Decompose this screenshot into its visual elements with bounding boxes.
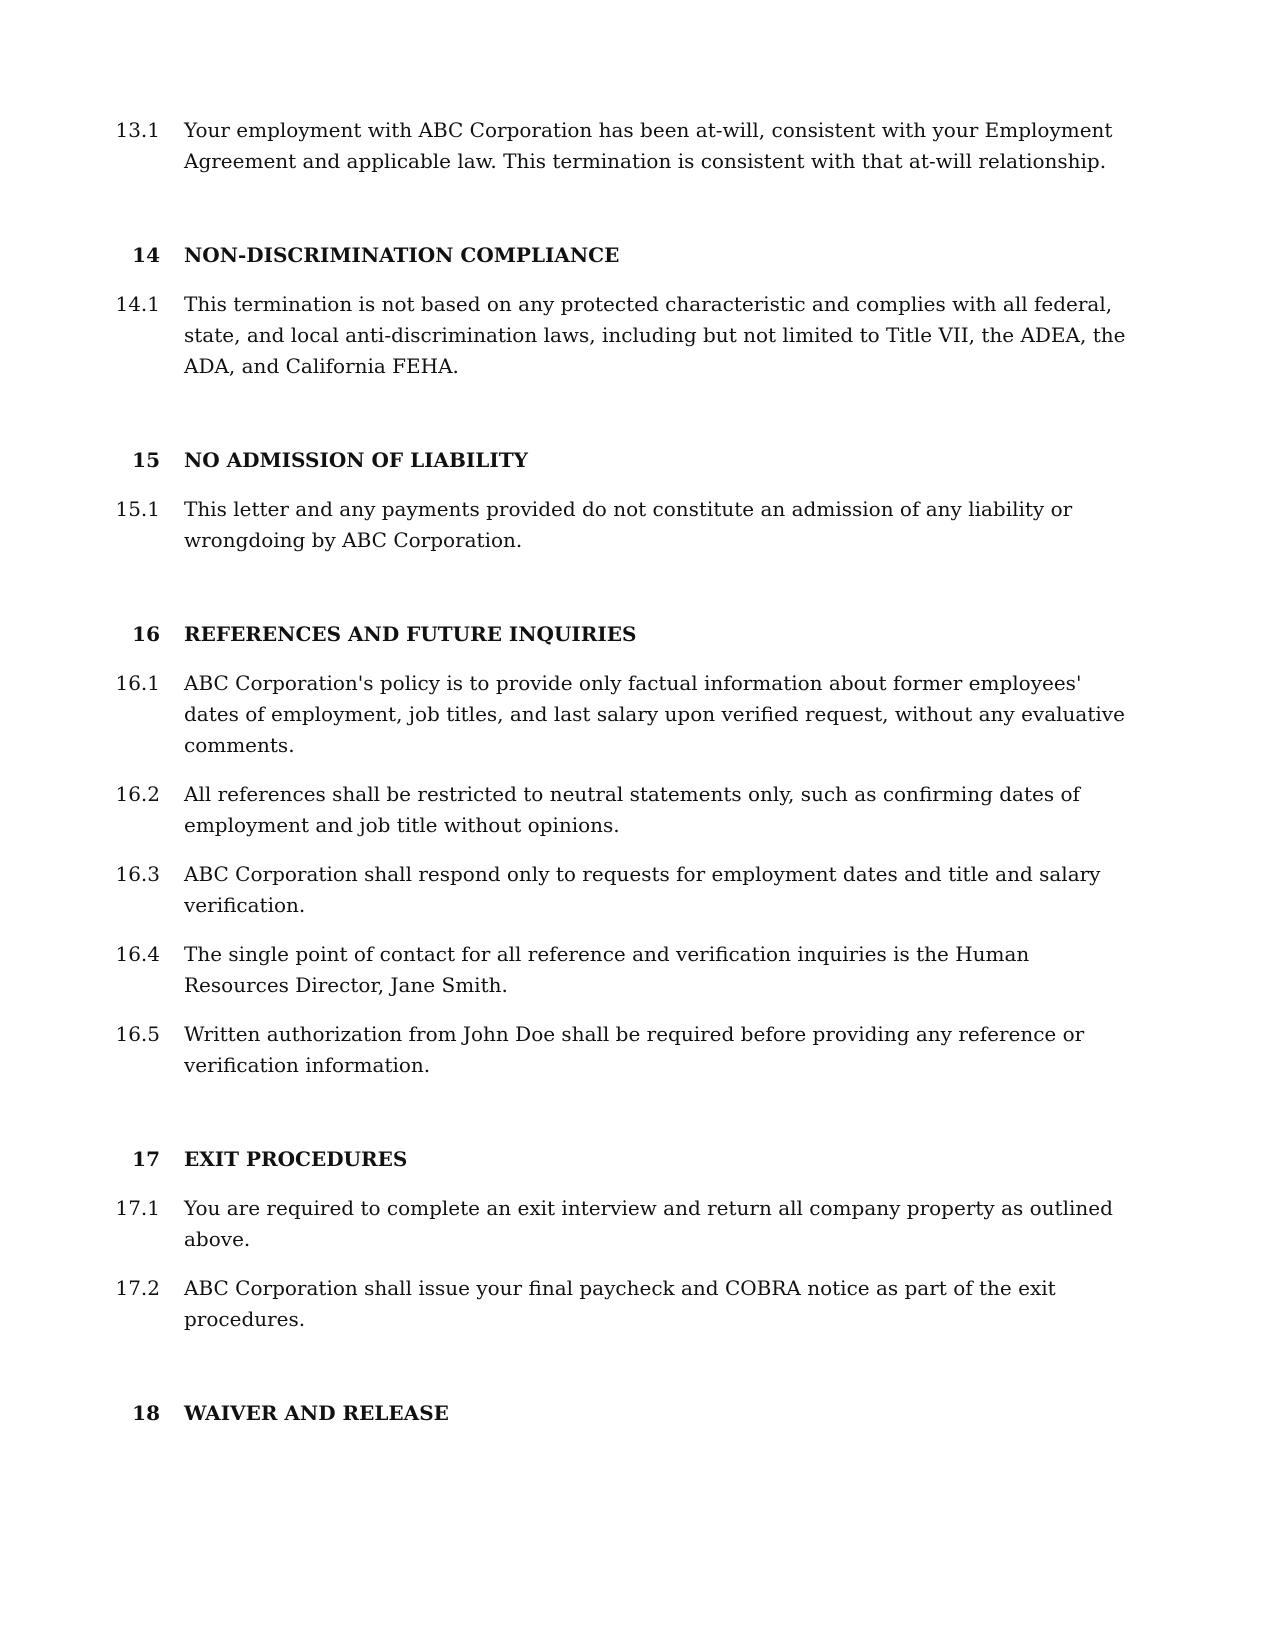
section-number: 15 (132, 448, 160, 472)
clause-text: All references shall be restricted to neutral statements only, such as confirming dates of employment and job title without opinions. (184, 782, 1080, 837)
clause-number: 16.4 (115, 942, 160, 966)
clause-text: Your employment with ABC Corporation has been at-will, consistent with your Employment Agreement and applicable law. This termination is consistent with that at-will relationship. (184, 118, 1113, 173)
clause-number: 15.1 (115, 497, 160, 521)
section-title: NON-DISCRIMINATION COMPLIANCE (184, 243, 620, 267)
clause-number: 16.1 (115, 671, 160, 695)
clause-number: 16.3 (115, 862, 160, 886)
section-title: EXIT PROCEDURES (184, 1147, 408, 1171)
clause-number: 16.2 (115, 782, 160, 806)
clause-text: The single point of contact for all reference and verification inquiries is the Human Resources Director, Jane Smith. (184, 942, 1030, 997)
section-number: 14 (132, 243, 160, 267)
clause-13-1 (0, 115, 1275, 177)
clause-number: 17.1 (115, 1196, 160, 1220)
section-heading-17 (0, 1144, 1275, 1175)
section-number: 17 (132, 1147, 160, 1171)
clause-text: Written authorization from John Doe shall be required before providing any reference or verification information. (184, 1022, 1085, 1077)
clause-16-1 (0, 668, 1275, 761)
clause-14-1 (0, 289, 1275, 382)
section-number: 16 (132, 622, 160, 646)
section-heading-14 (0, 240, 1275, 271)
clause-16-3 (0, 859, 1275, 921)
section-heading-16 (0, 619, 1275, 650)
clause-number: 16.5 (115, 1022, 160, 1046)
clause-text: This letter and any payments provided do not constitute an admission of any liability or wrongdoing by ABC Corporation. (184, 497, 1073, 552)
clause-16-5 (0, 1019, 1275, 1081)
section-title: NO ADMISSION OF LIABILITY (184, 448, 528, 472)
section-title: REFERENCES AND FUTURE INQUIRIES (184, 622, 637, 646)
section-number: 18 (132, 1401, 160, 1425)
clause-text: This termination is not based on any protected characteristic and complies with all federal, state, and local anti-discrimination laws, including but not limited to Title VII, the ADEA, the ADA, and California FEHA. (184, 292, 1126, 378)
clause-16-2 (0, 779, 1275, 841)
clause-16-4 (0, 939, 1275, 1001)
clause-number: 14.1 (115, 292, 160, 316)
clause-number: 17.2 (115, 1276, 160, 1300)
clause-text: ABC Corporation shall issue your final paycheck and COBRA notice as part of the exit procedures. (184, 1276, 1056, 1331)
section-title: WAIVER AND RELEASE (184, 1401, 449, 1425)
clause-15-1 (0, 494, 1275, 556)
clause-text: ABC Corporation's policy is to provide only factual information about former employees' dates of employment, job titles, and last salary upon verified request, without any evaluative comments. (184, 671, 1125, 757)
clause-text: You are required to complete an exit interview and return all company property as outlined above. (184, 1196, 1113, 1251)
clause-text: ABC Corporation shall respond only to requests for employment dates and title and salary verification. (184, 862, 1101, 917)
section-heading-18 (0, 1398, 1275, 1429)
clause-17-2 (0, 1273, 1275, 1335)
section-heading-15 (0, 445, 1275, 476)
clause-number: 13.1 (115, 118, 160, 142)
clause-17-1 (0, 1193, 1275, 1255)
